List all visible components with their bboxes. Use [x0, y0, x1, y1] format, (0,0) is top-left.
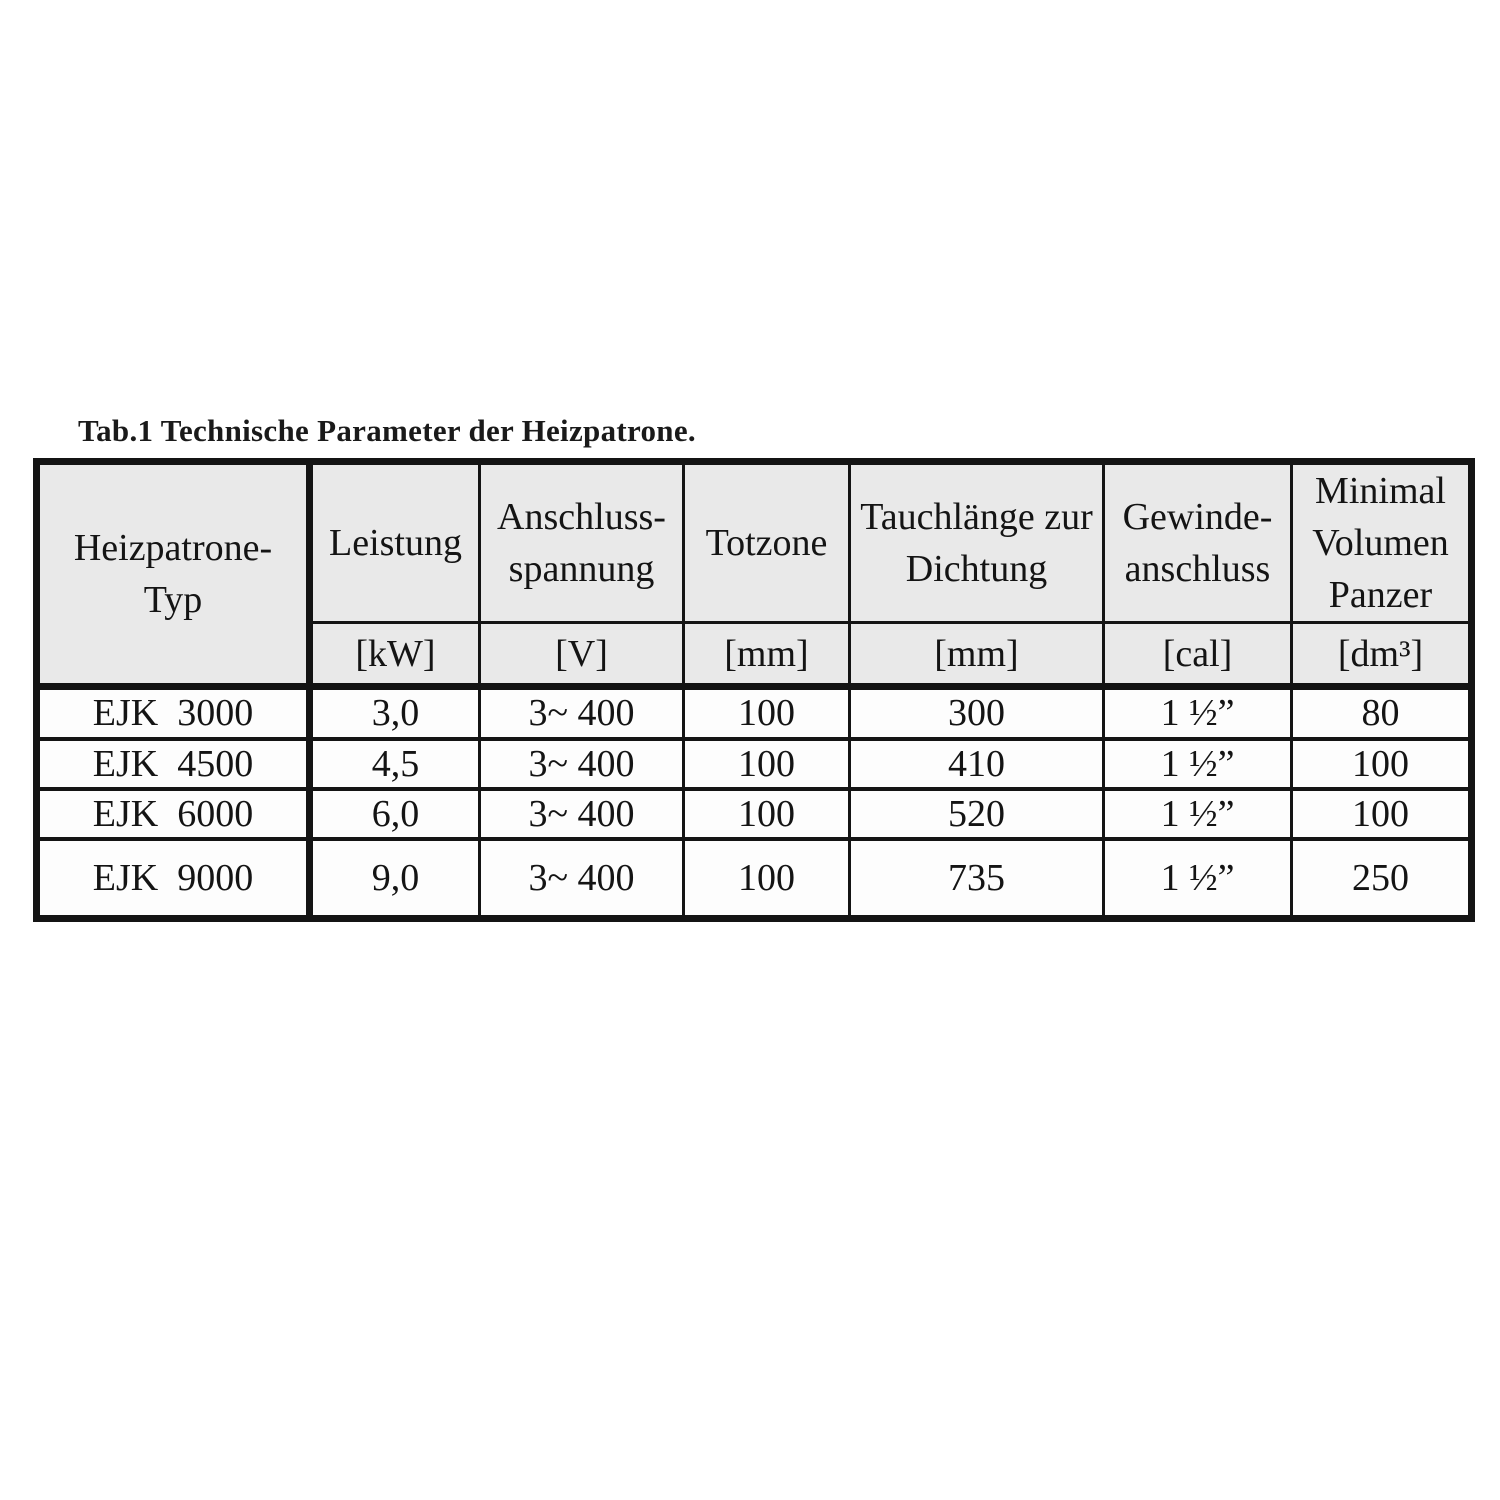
cell-totzone: 100 — [684, 687, 850, 739]
unit-cal: [cal] — [1104, 623, 1292, 687]
unit-kw: [kW] — [310, 623, 480, 687]
header-line: Leistung — [329, 522, 462, 564]
col-header-heizpatrone-typ — [37, 462, 310, 687]
document-content — [33, 413, 1468, 922]
table-row-ejk-6000 — [37, 789, 1472, 839]
cell-volumen: 80 — [1292, 687, 1472, 739]
unit-dm3: [dm³] — [1292, 623, 1472, 687]
cell-leistung: 6,0 — [310, 789, 480, 839]
cell-gewinde: 1 ½” — [1104, 839, 1292, 919]
cell-totzone: 100 — [684, 839, 850, 919]
cell-leistung: 4,5 — [310, 739, 480, 789]
cell-spannung: 3~ 400 — [480, 839, 684, 919]
col-header-totzone — [684, 462, 850, 623]
cell-tauchlaenge: 520 — [850, 789, 1104, 839]
col-header-leistung — [310, 462, 480, 623]
table-title: Tab.1 Technische Parameter der Heizpatrone. — [78, 413, 696, 448]
header-line: spannung — [508, 548, 655, 590]
header-line: Minimal — [1315, 470, 1446, 512]
cell-tauchlaenge: 300 — [850, 687, 1104, 739]
cell-type: EJK 3000 — [37, 687, 310, 739]
header-line: Totzone — [705, 522, 828, 564]
cell-spannung: 3~ 400 — [480, 687, 684, 739]
unit-mm-totzone: [mm] — [684, 623, 850, 687]
cell-tauchlaenge: 735 — [850, 839, 1104, 919]
cell-gewinde: 1 ½” — [1104, 789, 1292, 839]
table-body — [37, 687, 1472, 919]
cell-totzone: 100 — [684, 789, 850, 839]
heizpatrone-parameters-table — [33, 458, 1475, 922]
cell-tauchlaenge: 410 — [850, 739, 1104, 789]
unit-v: [V] — [480, 623, 684, 687]
header-row-labels — [37, 462, 1472, 623]
cell-type: EJK 6000 — [37, 789, 310, 839]
table-row-ejk-3000 — [37, 687, 1472, 739]
table-row-ejk-9000 — [37, 839, 1472, 919]
header-line: Heizpatrone- — [73, 527, 273, 569]
col-header-minimal-volumen — [1292, 462, 1472, 623]
cell-spannung: 3~ 400 — [480, 789, 684, 839]
cell-volumen: 250 — [1292, 839, 1472, 919]
table-header — [37, 462, 1472, 687]
cell-gewinde: 1 ½” — [1104, 687, 1292, 739]
header-line: anschluss — [1124, 548, 1271, 590]
header-line: Tauchlänge zur — [860, 496, 1093, 538]
unit-mm-tauchlaenge: [mm] — [850, 623, 1104, 687]
header-line: Dichtung — [905, 548, 1048, 590]
col-header-tauchlaenge — [850, 462, 1104, 623]
cell-volumen: 100 — [1292, 739, 1472, 789]
header-line: Volumen — [1312, 522, 1449, 564]
cell-gewinde: 1 ½” — [1104, 739, 1292, 789]
cell-type: EJK 4500 — [37, 739, 310, 789]
cell-volumen: 100 — [1292, 789, 1472, 839]
col-header-anschlussspannung — [480, 462, 684, 623]
cell-type: EJK 9000 — [37, 839, 310, 919]
col-header-gewindeanschluss — [1104, 462, 1292, 623]
cell-spannung: 3~ 400 — [480, 739, 684, 789]
header-line: Typ — [143, 579, 203, 621]
cell-leistung: 3,0 — [310, 687, 480, 739]
cell-totzone: 100 — [684, 739, 850, 789]
header-line: Gewinde- — [1122, 496, 1273, 538]
cell-leistung: 9,0 — [310, 839, 480, 919]
header-line: Panzer — [1328, 574, 1433, 616]
table-row-ejk-4500 — [37, 739, 1472, 789]
header-line: Anschluss- — [497, 496, 666, 538]
